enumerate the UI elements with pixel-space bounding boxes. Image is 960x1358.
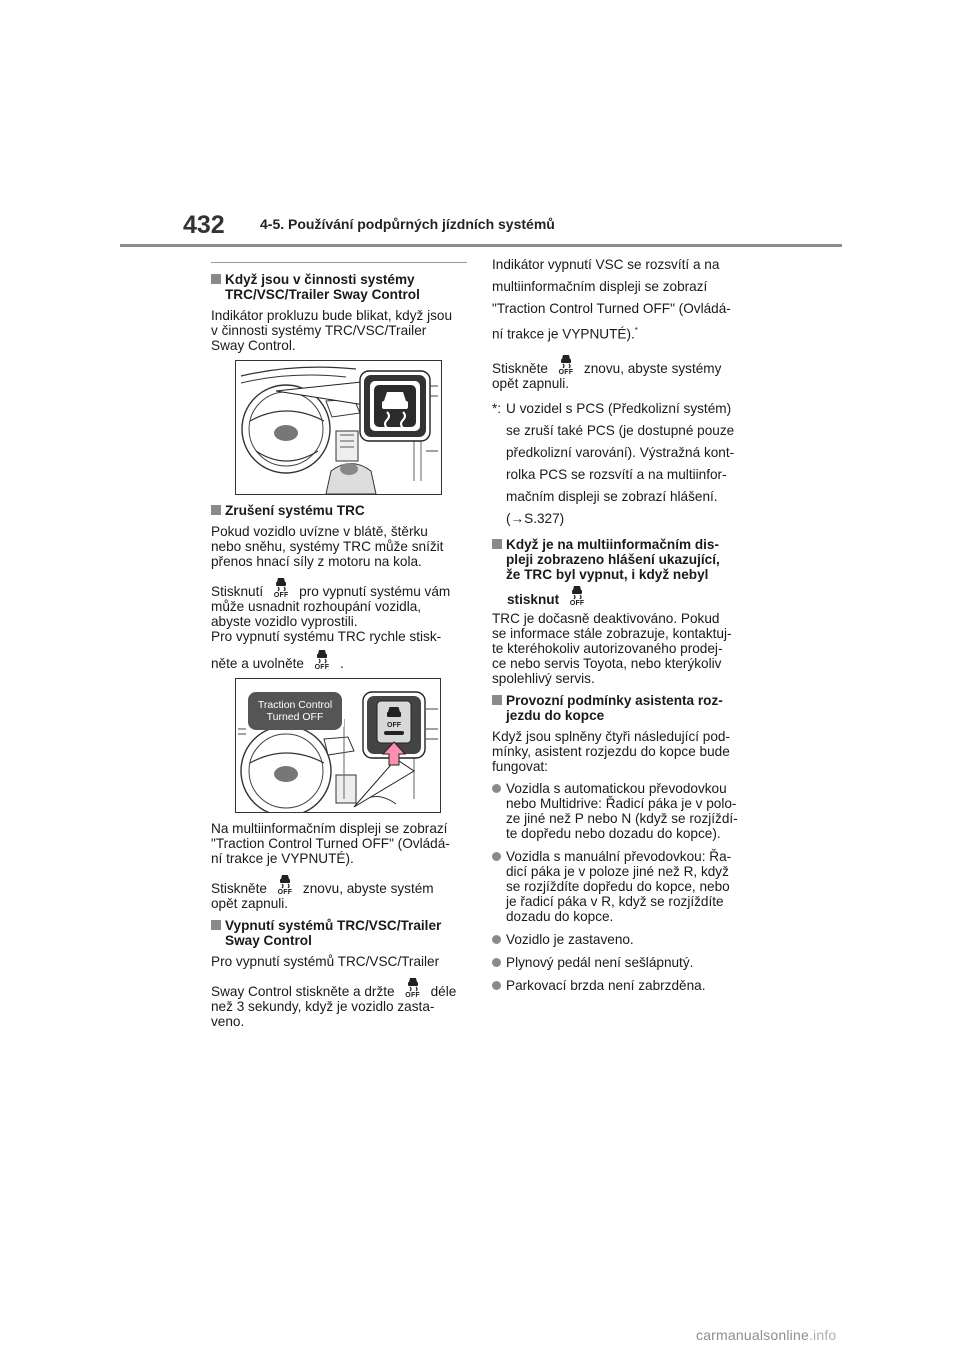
round-bullet-icon — [492, 935, 501, 944]
square-bullet-icon — [211, 505, 221, 515]
heading-continuation: stisknut OFF — [507, 584, 760, 607]
round-bullet-icon — [492, 981, 501, 990]
square-bullet-icon — [211, 274, 221, 284]
page-number: 432 — [183, 211, 225, 239]
paragraph-hold-off: Sway Control stiskněte a držte OFF déle než 3 sekundy, když je vozidlo zasta- veno. — [211, 976, 467, 1029]
vsc-off-icon: OFF — [269, 576, 293, 599]
svg-text:OFF: OFF — [387, 722, 401, 729]
vsc-off-icon: OFF — [273, 873, 297, 896]
illustration-traction-off — [235, 678, 441, 813]
section-heading-hill-start: Provozní podmínky asistenta roz- jezdu do kopce — [492, 693, 760, 723]
section-heading-trc-cancel: Zrušení systému TRC — [211, 503, 467, 518]
paragraph-vsc-off-intro: Pro vypnutí systémů TRC/VSC/Trailer — [211, 954, 440, 969]
footnote-pcs: *: U vozidel s PCS (Předkolizní systém) se zruší také PCS (je dostupné pouze předkolizní varování). Výstražná kont- rolka PCS se rozsvítí a na multiinfor- mačním displeji se zobrazí hlášení. (→S.327) — [492, 400, 735, 526]
illustration-slip-indicator — [235, 360, 442, 495]
round-bullet-icon — [492, 958, 501, 967]
paragraph-press-off: Stisknutí OFF pro vypnutí systému vám může usnadnit rozhoupání vozidla, abyste vozidlo vyprostili. Pro vypnutí systému TRC rychle stisk- něte a uvolněte OFF . — [211, 576, 467, 671]
square-bullet-icon — [492, 539, 502, 549]
section-heading-trc-active: Když jsou v činnosti systémy TRC/VSC/Trailer Sway Control — [211, 272, 467, 302]
vsc-off-icon: OFF — [401, 976, 425, 999]
left-column — [211, 262, 467, 1036]
paragraph-press-again-systems: Stiskněte OFF znovu, abyste systémy opět zapnuli. — [492, 353, 760, 391]
square-bullet-icon — [492, 695, 502, 705]
section-heading-trc-vsc-off: Vypnutí systémů TRC/VSC/Trailer Sway Control — [211, 918, 467, 948]
list-item: Vozidlo je zastaveno. — [492, 932, 760, 947]
paragraph-stuck-vehicle: Pokud vozidlo uvízne v blátě, štěrku nebo sněhu, systémy TRC může snížit přenos hnací síly z motoru na kola. — [211, 524, 444, 569]
vsc-off-icon: OFF — [565, 584, 589, 607]
paragraph-hill-start-conditions: Když jsou splněny čtyři následující pod- mínky, asistent rozjezdu do kopce bude fungovat: — [492, 728, 731, 774]
display-message-bubble: Traction Control Turned OFF — [248, 692, 342, 730]
section-divider — [211, 262, 467, 263]
vsc-off-icon: OFF — [310, 648, 334, 671]
list-item: Parkovací brzda není zabrzděna. — [492, 978, 760, 993]
list-item: Plynový pedál není sešlápnutý. — [492, 955, 760, 970]
paragraph-trc-deactivated: TRC je dočasně deaktivováno. Pokud se informace stále zobrazuje, kontaktuj- te kteréhokoliv autorizovaného prodej- ce nebo servis Toyota, nebo kterýkoliv spolehlivý servis. — [492, 610, 732, 686]
watermark[interactable]: carmanualsonline.info — [696, 1327, 837, 1343]
vsc-off-icon: OFF — [554, 353, 578, 376]
header-divider — [120, 244, 842, 247]
square-bullet-icon — [211, 920, 221, 930]
round-bullet-icon — [492, 784, 501, 793]
list-item: Vozidla s manuální převodovkou: Řa- dicí páka je v poloze jiné než R, když se rozjíždíte dopředu do kopce, nebo je řadicí páka v R, když se rozjíždíte dozadu do kopce. — [492, 849, 760, 924]
section-heading-trc-message: Když je na multiinformačním dis- pleji zobrazeno hlášení ukazující, že TRC byl vypnut, i když nebyl — [492, 537, 760, 582]
list-item: Vozidla s automatickou převodovkou nebo Multidrive: Řadicí páka je v polo- ze jiné než P nebo N (když se rozjíždí- te dopředu nebo dozadu do kopce). — [492, 781, 760, 841]
paragraph-vsc-off-indicator: Indikátor vypnutí VSC se rozsvítí a na multiinformačním displeji se zobrazí "Traction Control Turned OFF" (Ovládá- ní trakce je VYPNUTÉ).* — [492, 257, 731, 342]
round-bullet-icon — [492, 852, 501, 861]
paragraph-display-message: Na multiinformačním displeji se zobrazí "Traction Control Turned OFF" (Ovládá- ní trakce je VYPNUTÉ). — [211, 821, 450, 866]
right-column — [492, 254, 760, 1001]
paragraph-slip-indicator: Indikátor prokluzu bude blikat, když jsou v činnosti systémy TRC/VSC/Trailer Sway Control. — [211, 308, 453, 353]
chapter-title: 4-5. Používání podpůrných jízdních systémů — [260, 216, 555, 232]
paragraph-press-again: Stiskněte OFF znovu, abyste systém opět zapnuli. — [211, 873, 467, 911]
